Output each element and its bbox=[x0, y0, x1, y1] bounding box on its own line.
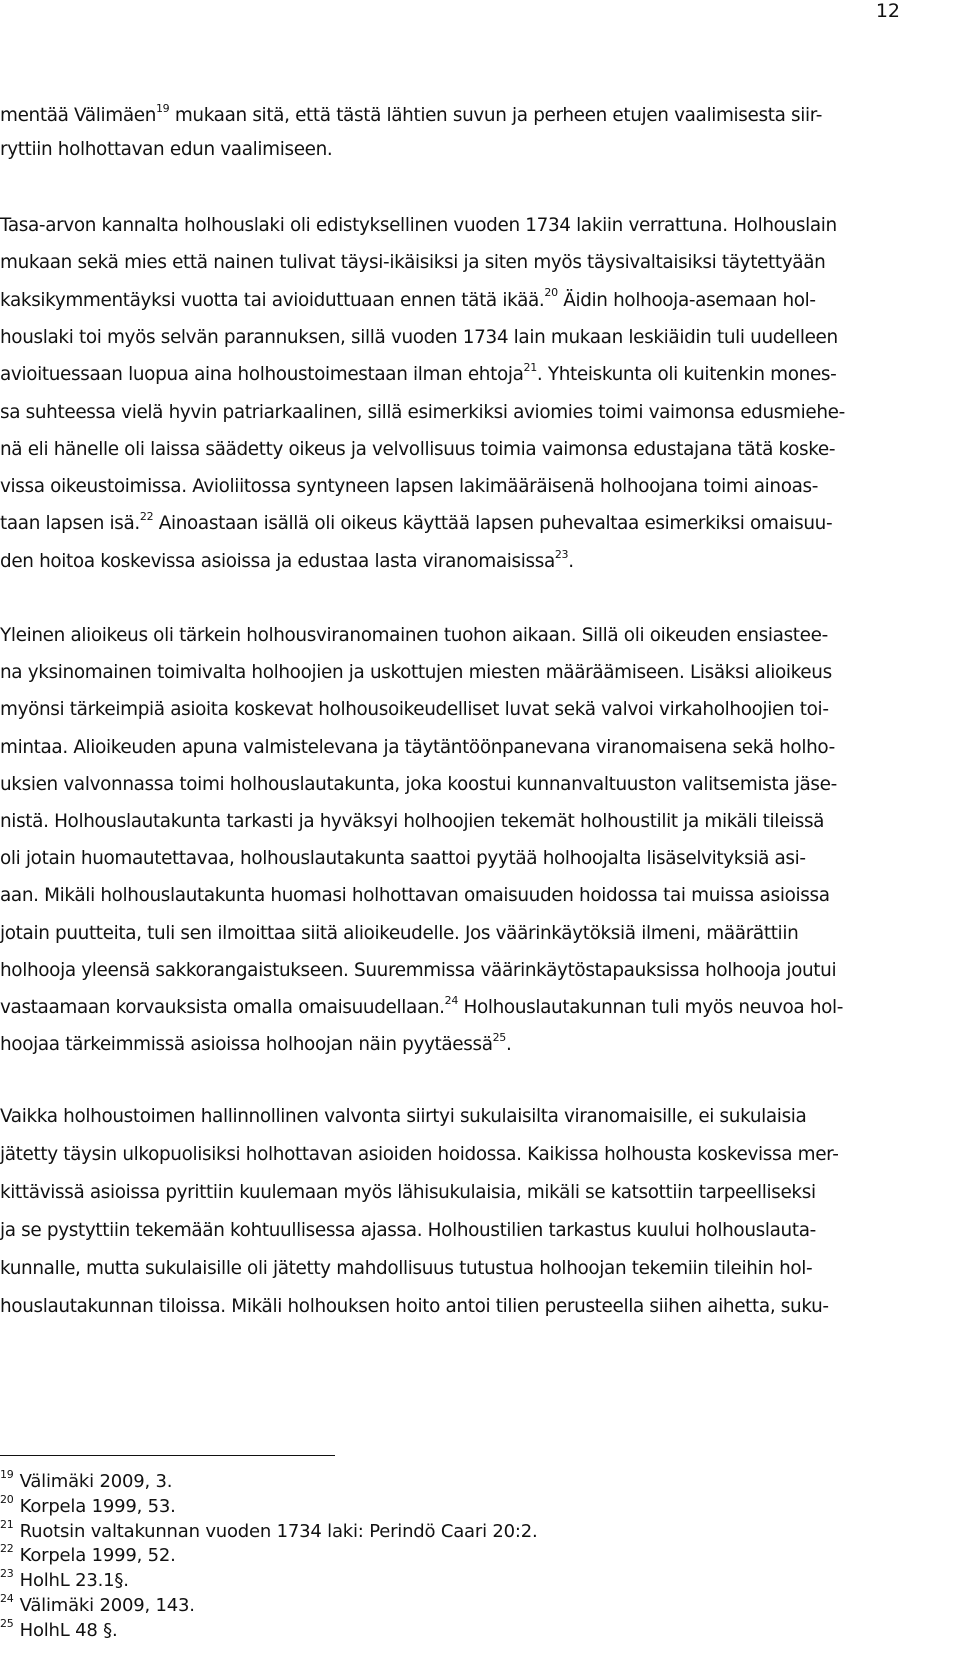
text-span: . bbox=[568, 550, 574, 572]
text-span: vastaamaan korvauksista omalla omaisuudellaan. bbox=[0, 997, 445, 1018]
page-number: 12 bbox=[875, 0, 900, 22]
text-line bbox=[0, 1181, 960, 1205]
footnote-number: 24 bbox=[0, 1592, 14, 1605]
text-line bbox=[0, 401, 960, 425]
text-line bbox=[0, 847, 960, 871]
text-span: holhooja yleensä sakkorangaistukseen. Suuremmissa väärinkäytöstapauksissa holhooja joutui bbox=[0, 959, 837, 981]
footnote-number: 22 bbox=[0, 1542, 14, 1556]
text-span: Vaikka holhoustoimen hallinnollinen valvonta siirtyi sukulaisilta viranomaisille, ei sukulaisia bbox=[0, 1106, 807, 1127]
text-line bbox=[0, 698, 960, 722]
text-span: Äidin holhooja-asemaan hol- bbox=[557, 289, 816, 311]
footnote-ref: 25 bbox=[492, 1031, 506, 1045]
text-line bbox=[0, 438, 960, 462]
text-line bbox=[0, 922, 960, 946]
footnote bbox=[0, 1517, 538, 1545]
footnote-number: 19 bbox=[0, 1468, 14, 1481]
footnote-text: Välimäki 2009, 3. bbox=[19, 1471, 173, 1492]
footnote bbox=[0, 1542, 176, 1569]
text-line bbox=[0, 1295, 960, 1319]
text-span: . bbox=[505, 1034, 512, 1056]
text-line bbox=[0, 1143, 960, 1167]
text-line bbox=[0, 251, 960, 275]
footnote-ref: 24 bbox=[444, 993, 458, 1007]
text-line bbox=[0, 773, 960, 797]
text-span: sa suhteessa vielä hyvin patriarkaalinen, sillä esimerkiksi aviomies toimi vaimonsa edusmiehe- bbox=[0, 401, 845, 423]
footnote bbox=[0, 1492, 176, 1520]
text-span: mukaan sekä mies että nainen tulivat täysi-ikäisiksi ja siten myös täysivaltaisiksi täytettyään bbox=[0, 252, 826, 274]
text-span: . Yhteiskunta oli kuitenkin mones- bbox=[536, 364, 837, 386]
footnote-ref: 20 bbox=[544, 286, 558, 300]
footnote-ref: 22 bbox=[139, 510, 154, 524]
text-line bbox=[0, 512, 960, 536]
text-span: nä eli hänelle oli laissa säädetty oikeus ja velvollisuus toimia vaimonsa edustajana tätä koske- bbox=[0, 438, 836, 460]
footnote-number: 23 bbox=[0, 1567, 14, 1581]
text-span: kittävissä asioissa pyrittiin kuulemaan myös lähisukulaisia, mikäli se katsottiin tarpeelliseksi bbox=[0, 1182, 816, 1203]
text-span: na yksinomainen toimivalta holhoojien ja uskottujen miesten määräämiseen. Lisäksi alioikeus bbox=[0, 662, 832, 684]
text-line bbox=[0, 810, 960, 834]
footnote-text: Välimäki 2009, 143. bbox=[19, 1595, 195, 1616]
footnote-number: 21 bbox=[0, 1517, 14, 1531]
text-span: ja se pystyttiin tekemään kohtuullisessa ajassa. Holhoustilien tarkastus kuului holhouslauta- bbox=[0, 1220, 816, 1241]
text-line bbox=[0, 993, 960, 1020]
text-line bbox=[0, 1257, 960, 1281]
text-span: Holhouslautakunnan tuli myös neuvoa hol- bbox=[457, 997, 844, 1018]
text-span: houslaki toi myös selvän parannuksen, sillä vuoden 1734 lain mukaan leskiäidin tuli uudelleen bbox=[0, 326, 838, 348]
text-span: myönsi tärkeimpiä asioita koskevat holhousoikeudelliset luvat sekä valvoi virkaholhoojien toi- bbox=[0, 699, 829, 721]
text-line bbox=[0, 1105, 960, 1129]
footnote bbox=[0, 1567, 129, 1594]
text-span: Tasa-arvon kannalta holhouslaki oli edistyksellinen vuoden 1734 lakiin verrattuna. Holhouslain bbox=[0, 215, 837, 236]
footnote-number: 25 bbox=[0, 1616, 14, 1630]
footnote-ref: 21 bbox=[523, 361, 537, 375]
text-span: vissa oikeustoimissa. Avioliitossa syntyneen lapsen lakimääräisenä holhoojana toimi ainoas- bbox=[0, 476, 819, 498]
footnote-ref: 19 bbox=[156, 101, 170, 115]
footnote bbox=[0, 1616, 118, 1644]
footnote-text: Ruotsin valtakunnan vuoden 1734 laki: Perindö Caari 20:2. bbox=[19, 1520, 538, 1542]
text-span: houslautakunnan tiloissa. Mikäli holhouksen hoito antoi tilien perusteella siihen aihetta, suku- bbox=[0, 1296, 829, 1317]
text-line bbox=[0, 214, 960, 238]
footnote-ref: 23 bbox=[554, 547, 569, 561]
footnote bbox=[0, 1468, 173, 1495]
text-span: mukaan sitä, että tästä lähtien suvun ja perheen etujen vaalimisesta siir- bbox=[169, 105, 823, 126]
footnote-separator bbox=[0, 1455, 335, 1456]
text-span: den hoitoa koskevissa asioissa ja edustaa lasta viranomaisissa bbox=[0, 550, 555, 572]
text-line bbox=[0, 101, 960, 128]
text-span: kaksikymmentäyksi vuotta tai avioiduttuaan ennen tätä ikää. bbox=[0, 289, 545, 311]
text-line bbox=[0, 363, 960, 387]
text-span: ryttiin holhottavan edun vaalimiseen. bbox=[0, 138, 333, 160]
footnote-text: HolhL 23.1§. bbox=[19, 1570, 129, 1592]
footnote bbox=[0, 1592, 195, 1619]
text-line bbox=[0, 138, 960, 162]
text-span: avioituessaan luopua aina holhoustoimestaan ilman ehtoja bbox=[0, 364, 524, 386]
text-span: jotain puutteita, tuli sen ilmoittaa siitä alioikeudelle. Jos väärinkäytöksiä ilmeni, määrättiin bbox=[0, 922, 799, 944]
text-span: mentää Välimäen bbox=[0, 105, 157, 126]
text-span: mintaa. Alioikeuden apuna valmistelevana ja täytäntöönpanevana viranomaisena sekä holho- bbox=[0, 736, 835, 758]
text-line bbox=[0, 959, 960, 983]
text-line bbox=[0, 1033, 960, 1057]
text-span: aan. Mikäli holhouslautakunta huomasi holhottavan omaisuuden hoidossa tai muissa asioissa bbox=[0, 885, 830, 907]
text-line bbox=[0, 624, 960, 648]
footnote-text: Korpela 1999, 53. bbox=[19, 1495, 176, 1517]
text-line bbox=[0, 661, 960, 685]
text-span: hoojaa tärkeimmissä asioissa holhoojan näin pyytäessä bbox=[0, 1034, 493, 1056]
text-line bbox=[0, 736, 960, 760]
text-span: oli jotain huomautettavaa, holhouslautakunta saattoi pyytää holhoojalta lisäselvityksiä asi- bbox=[0, 848, 806, 870]
text-span: nistä. Holhouslautakunta tarkasti ja hyväksyi holhoojien tekemät holhoustilit ja mikäli tileissä bbox=[0, 811, 825, 832]
text-line bbox=[0, 1219, 960, 1243]
footnote-number: 20 bbox=[0, 1492, 14, 1506]
text-span: uksien valvonnassa toimi holhouslautakunta, joka koostui kunnanvaltuuston valitsemista jäse- bbox=[0, 773, 837, 795]
text-line bbox=[0, 326, 960, 350]
text-span: jätetty täysin ulkopuolisiksi holhottavan asioiden hoidossa. Kaikissa holhousta koskevissa mer- bbox=[0, 1144, 839, 1165]
footnote-text: Korpela 1999, 52. bbox=[19, 1545, 176, 1567]
text-line bbox=[0, 475, 960, 499]
footnote-text: HolhL 48 §. bbox=[19, 1619, 118, 1641]
text-span: Ainoastaan isällä oli oikeus käyttää lapsen puhevaltaa esimerkiksi omaisuu- bbox=[153, 513, 833, 535]
text-span: Yleinen alioikeus oli tärkein holhousviranomainen tuohon aikaan. Sillä oli oikeuden ensiastee- bbox=[0, 625, 828, 646]
text-span: taan lapsen isä. bbox=[0, 513, 140, 535]
text-line bbox=[0, 547, 960, 574]
text-span: kunnalle, mutta sukulaisille oli jätetty mahdollisuus tutustua holhoojan tekemiin tileihin hol- bbox=[0, 1258, 813, 1279]
text-line bbox=[0, 884, 960, 908]
text-line bbox=[0, 286, 960, 313]
